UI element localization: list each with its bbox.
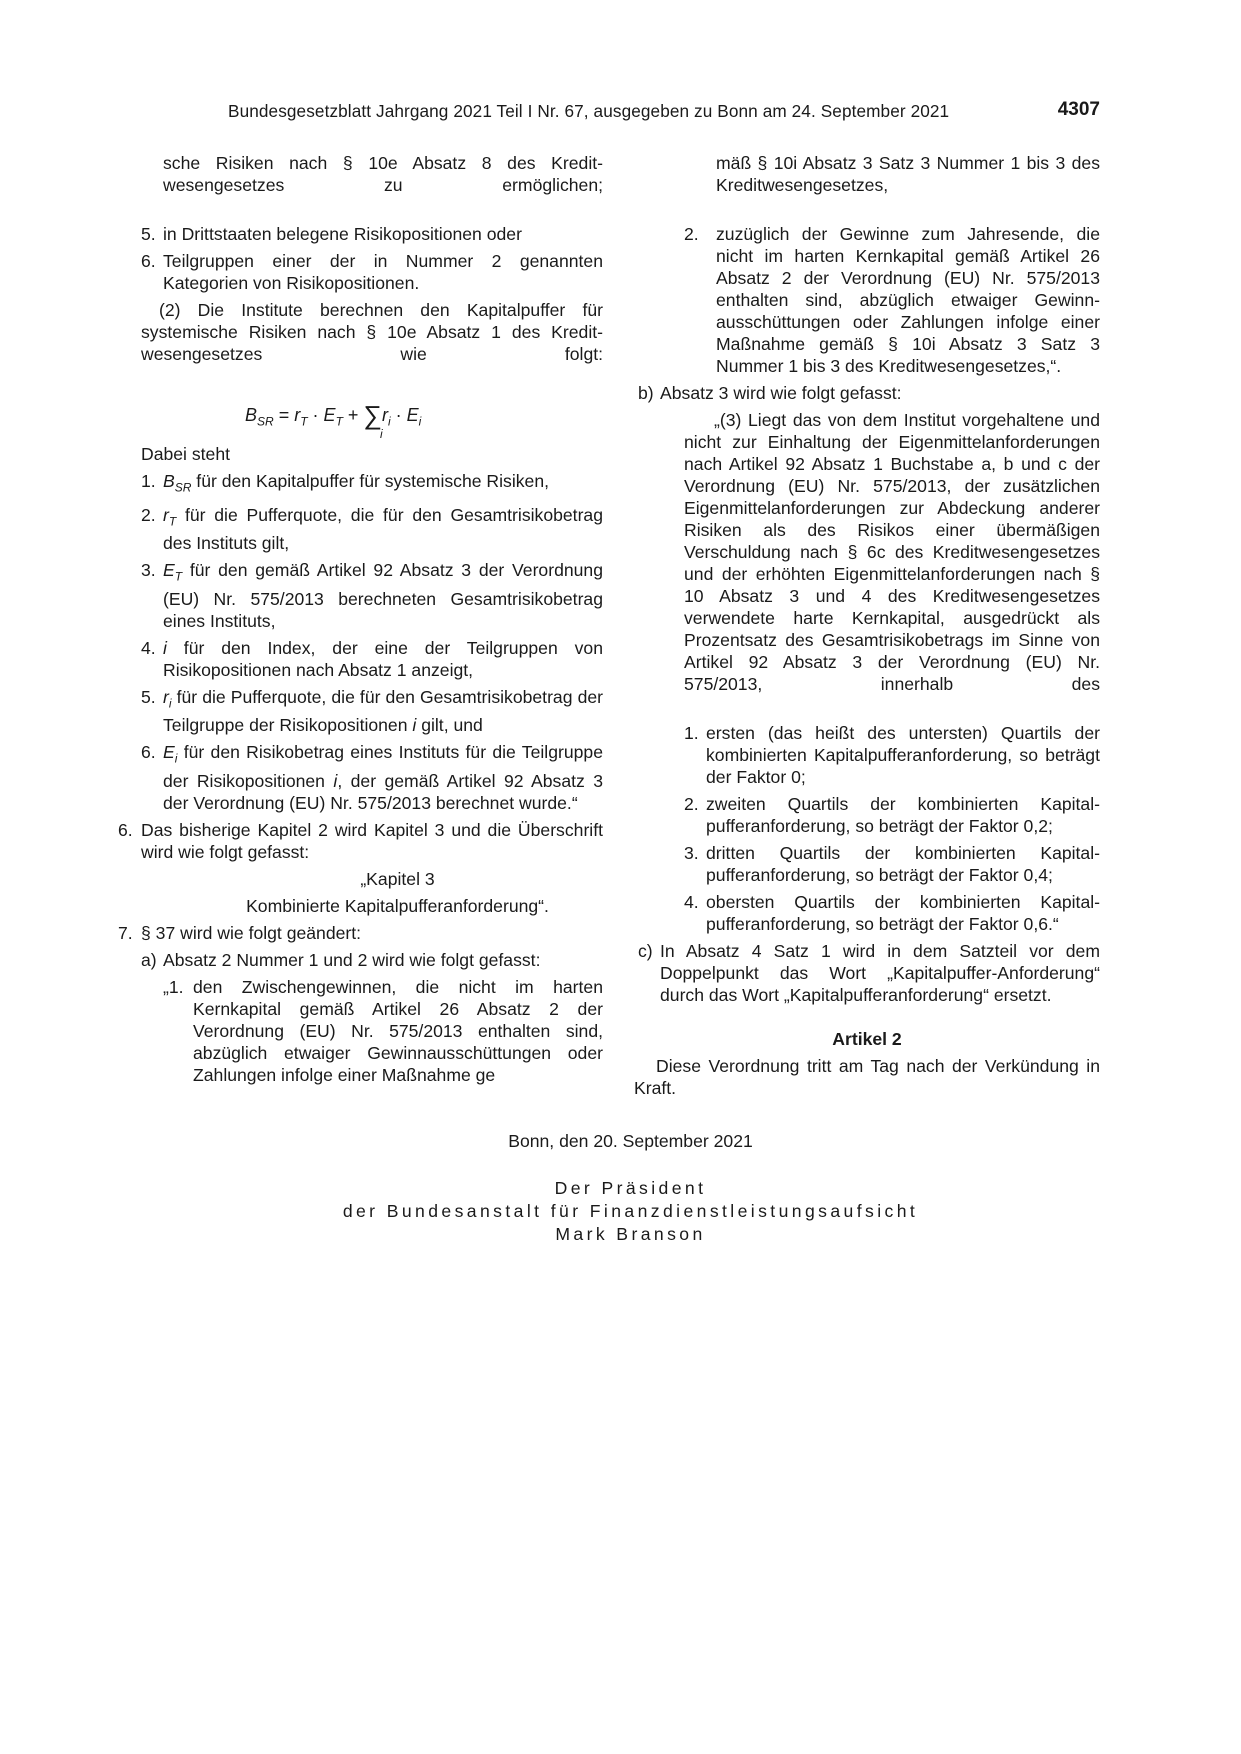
amendment-item-b: b) Absatz 3 wird wie folgt gefasst: [638, 383, 902, 403]
quoted-paragraph-3: „(3) Liegt das von dem Institut vorgehaltene und nicht zur Einhaltung der Eigenmittelanforderungen nach Artikel 92 Absatz 1 Buchstabe a, b und c der Verordnung (EU) Nr. 575/2013, der zusätzlichen Eigenmittelanforderungen zur Abdeckung anderer Risiken als des Risikos einer übermäßigen Verschuldung nach § 6c des Kreditwesengesetzes und der erhöhten Eigenmittelanforderungen nach § 10 Absatz 3 und 4 des Kreditwesengesetzes verwendete harte Kernkapital, ausgedrückt als Prozentsatz des Gesamtrisikobetrags im Sinne von Artikel 92 Absatz 3 der Verordnung (EU) Nr. 575/2013, innerhalb des [684, 410, 1100, 694]
definition-item: 1. $B_{SR}$ für den Kapitalpuffer für systemische Risiken, [141, 471, 550, 495]
definition-item: 3. $E_T$ für den gemäß Artikel 92 Absatz 3 der Verordnung (EU) Nr. 575/2013 berechneten Gesamtrisikobetrag eines Instituts, [141, 560, 603, 631]
page-header [228, 100, 1100, 124]
quartil-item: 4. obersten Quartils der kombinierten Kapitalpufferanforderung, so beträgt der Faktor 0,6.“ [684, 892, 1100, 934]
definition-item: 4. i für den Index, der eine der Teilgruppen von Risikopositionen nach Absatz 1 anzeigt, [141, 637, 603, 680]
quartil-item: 2. zweiten Quartils der kombinierten Kapitalpufferanforderung, so beträgt der Faktor 0,2; [684, 794, 1100, 836]
list-item: 2. zuzüglich der Gewinne zum Jahresende, die nicht im harten Kernkapital gemäß Artikel 26 Absatz 2 der Verordnung (EU) Nr. 575/2013 enthalten sind, abzüglich etwaiger Gewinnausschüttungen oder Zahlungen infolge einer Maßnahme gemäß § 10i Absatz 3 Satz 3 Nummer 1 bis 3 des Kreditwesengesetzes,“. [684, 224, 1100, 376]
signatory-authority: der Bundesanstalt für Finanzdienstleistungsaufsicht [342, 1201, 919, 1221]
list-item: 5. in Drittstaaten belegene Risikopositionen oder [141, 224, 522, 244]
continued-text: mäß § 10i Absatz 3 Satz 3 Nummer 1 bis 3 des Kreditwesengesetzes, [716, 153, 1100, 195]
definition-item: 5. $r_i$ für die Pufferquote, die für den Gesamtrisikobetrag der Teilgruppe der Risikopositionen i gilt, und [141, 686, 603, 736]
gazette-header-text: Bundesgesetzblatt Jahrgang 2021 Teil I Nr. 67, ausgegeben zu Bonn am 24. September 2021 [228, 101, 950, 121]
amendment-item-c: c) In Absatz 4 Satz 1 wird in dem Satzteil vor dem Doppelpunkt das Wort „Kapitalpuffer-Anforderung“ durch das Wort „Kapitalpufferanforderung“ ersetzt. [638, 941, 1100, 1005]
place-date: Bonn, den 20. September 2021 [508, 1131, 753, 1151]
chapter-title: Kombinierte Kapitalpufferanforderung“. [246, 895, 549, 916]
amendment-item-6: 6. Das bisherige Kapitel 2 wird Kapitel 3 und die Überschrift wird wie folgt gefasst: [118, 819, 603, 862]
definition-item: 2. $r_T$ für die Pufferquote, die für den Gesamtrisikobetrag des Instituts gilt, [141, 504, 603, 554]
signatory-title: Der Präsident [554, 1178, 707, 1198]
right-column [634, 152, 1100, 1126]
amendment-item-7a: a) Absatz 2 Nummer 1 und 2 wird wie folgt gefasst: [141, 949, 541, 970]
quartil-item: 3. dritten Quartils der kombinierten Kapitalpufferanforderung, so beträgt der Faktor 0,4; [684, 843, 1100, 885]
article-2-text: Diese Verordnung tritt am Tag nach der Verkündung in Kraft. [634, 1056, 1100, 1098]
paragraph-2: (2) Die Institute berechnen den Kapitalpuffer für systemische Risiken nach § 10e Absatz 1 des Kreditwesengesetzes wie folgt: [141, 300, 603, 364]
article-2-heading: Artikel 2 [832, 1029, 902, 1049]
signatory-name: Mark Branson [555, 1224, 706, 1244]
left-column [118, 152, 603, 1091]
buffer-formula: $B_{SR} = r_T \cdot E_T + \sum r_i \cdot E_i$ i [245, 400, 422, 441]
definition-item: 6. $E_i$ für den Risikobetrag eines Instituts für die Teilgruppe der Risikopositionen i, der gemäß Artikel 92 Absatz 3 der Verordnung (EU) Nr. 575/2013 berechnet wurde.“ [141, 742, 603, 813]
dabei-steht: Dabei steht [141, 444, 230, 464]
amendment-item-7: 7. § 37 wird wie folgt geändert: [118, 922, 362, 943]
list-item: 6. Teilgruppen einer der in Nummer 2 genannten Kategorien von Risikopositionen. [141, 251, 603, 293]
page-number: 4307 [1057, 99, 1100, 120]
chapter-number: „Kapitel 3 [360, 868, 435, 889]
quartil-item: 1. ersten (das heißt des untersten) Quartils der kombinierten Kapitalpufferanforderung, so beträgt der Faktor 0; [684, 723, 1100, 787]
continued-text: sche Risiken nach § 10e Absatz 8 des Kreditwesengesetzes zu ermöglichen; [163, 153, 603, 195]
amendment-item-7a-1: „1. den Zwischengewinnen, die nicht im harten Kernkapital gemäß Artikel 26 Absatz 2 der Verordnung (EU) Nr. 575/2013 enthalten sind, abzüglich etwaiger Gewinnausschüttungen oder Zahlungen infolge einer Maßnahme ge [163, 976, 603, 1085]
